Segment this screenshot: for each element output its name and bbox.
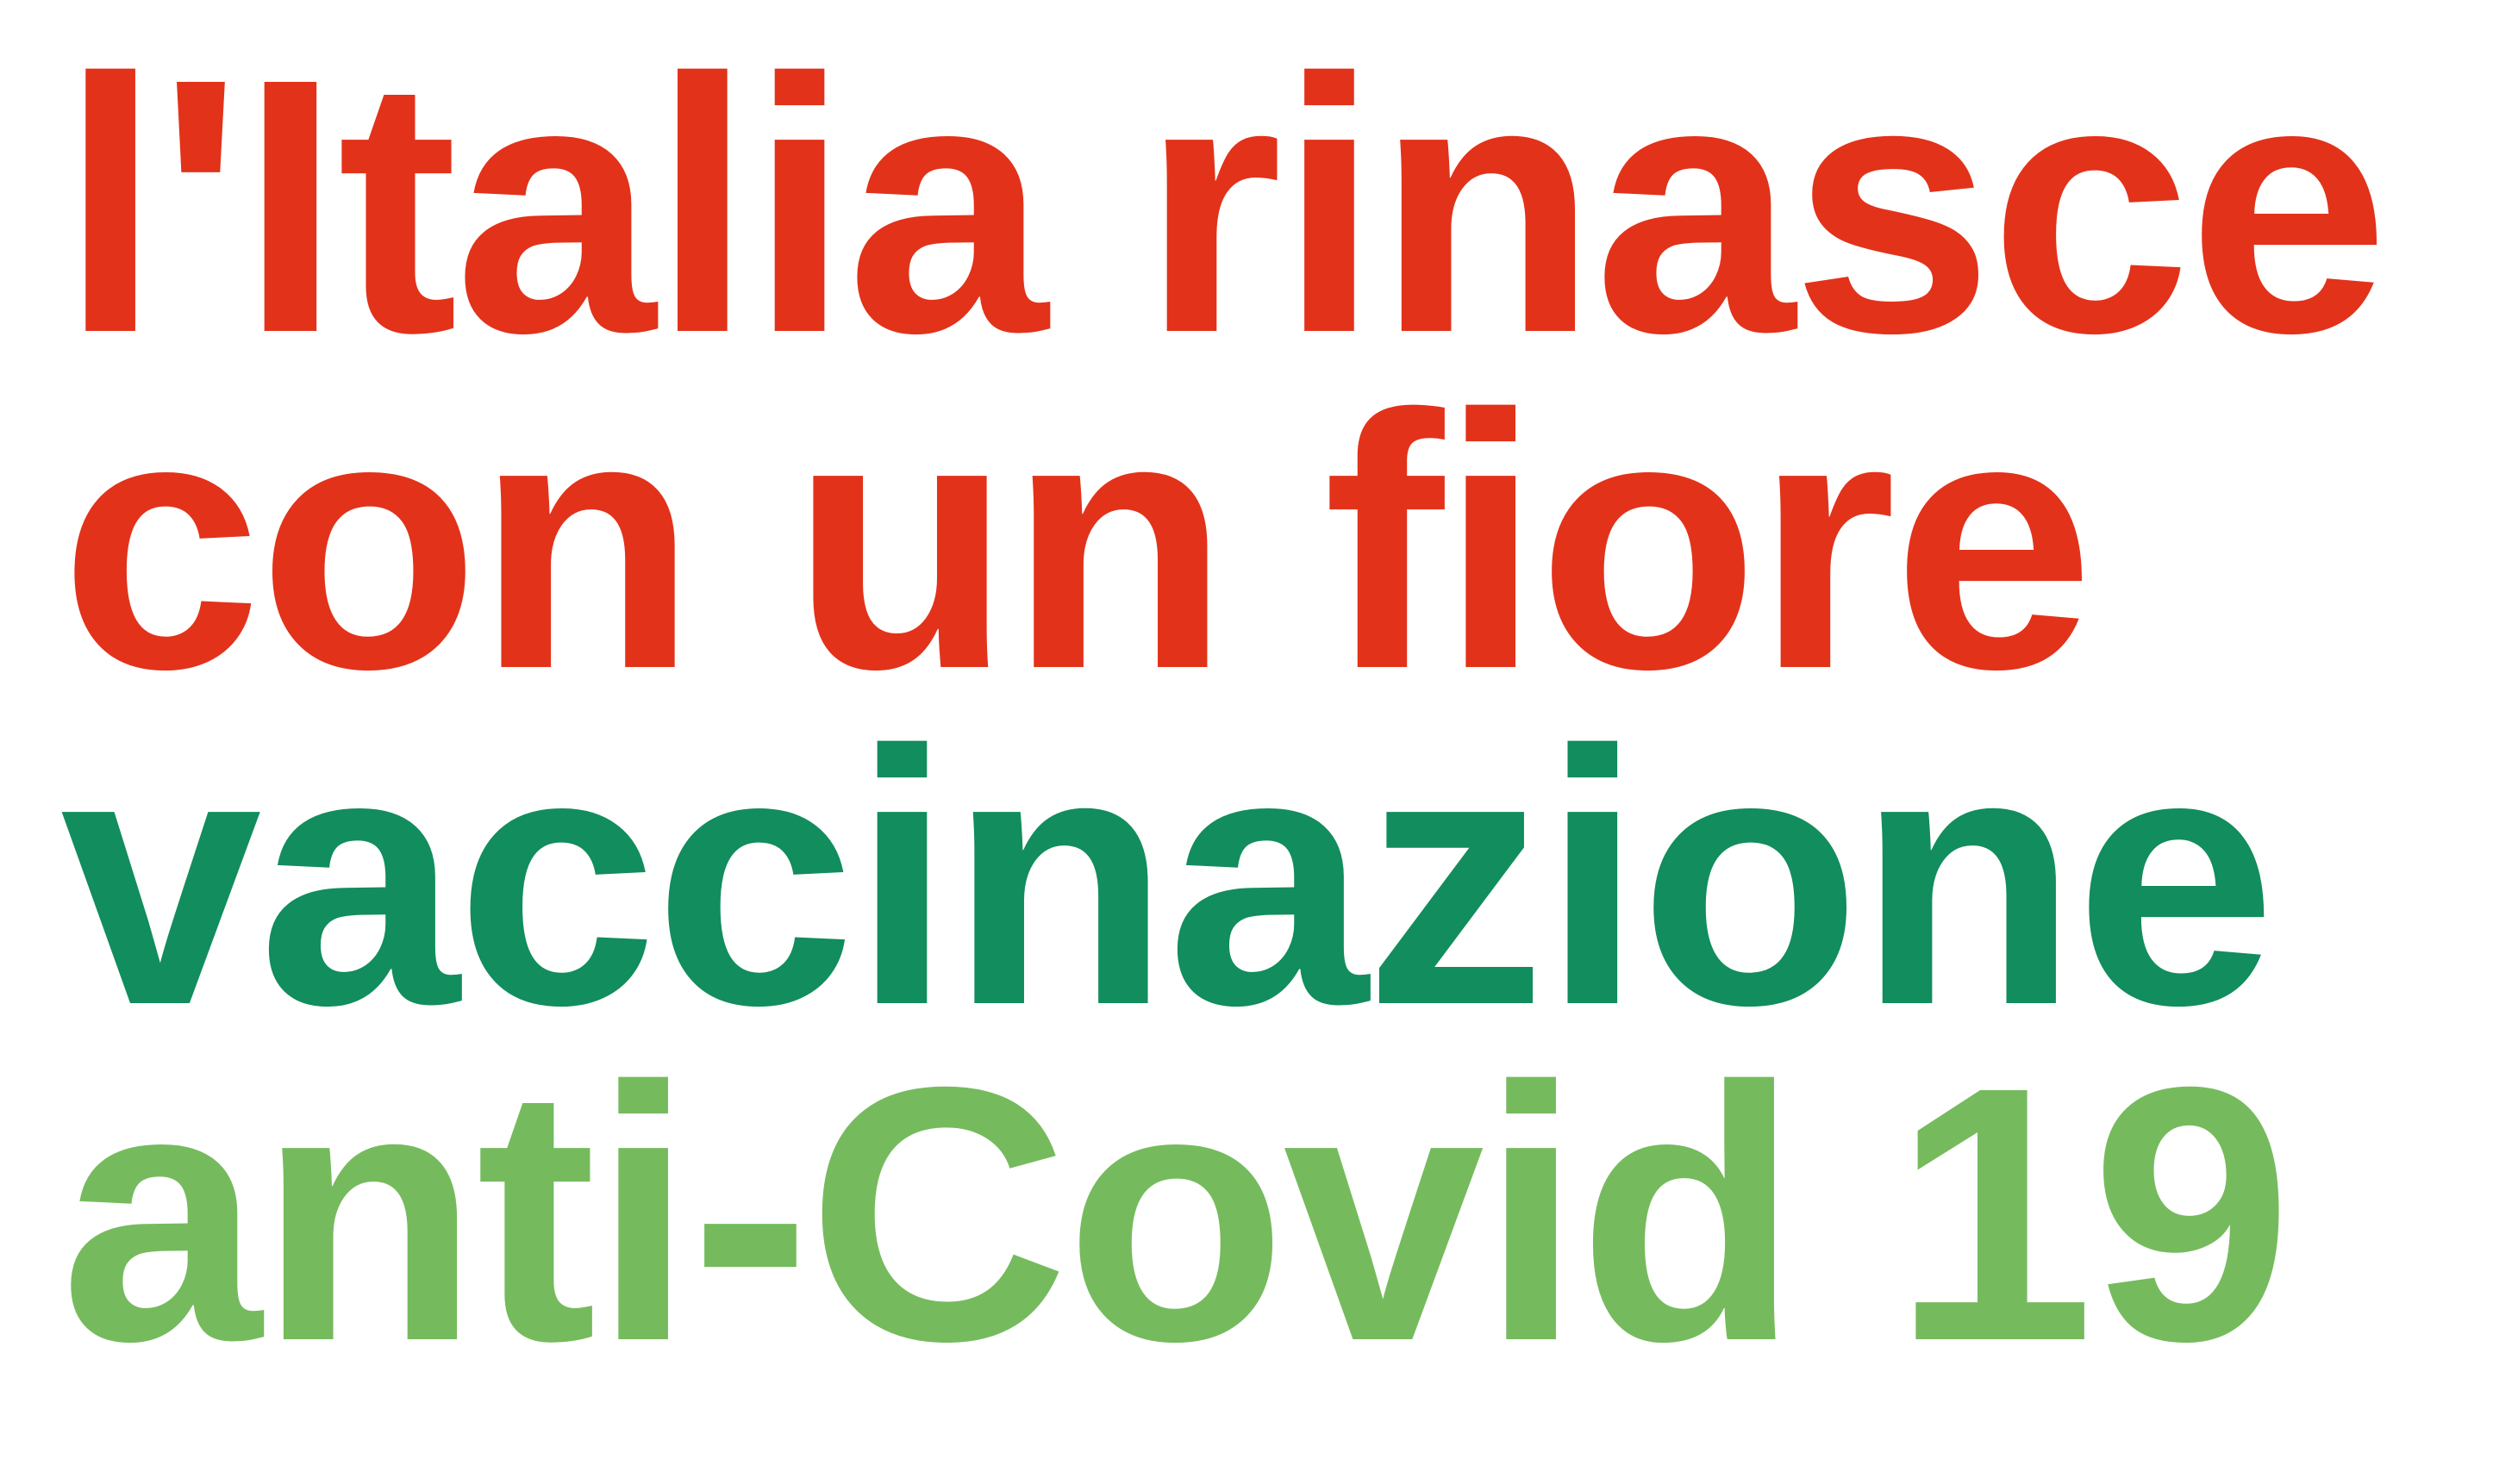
headline-line-1: l'Italia rinasce	[60, 4, 2386, 408]
headline-line-2: con un fiore	[60, 340, 2091, 745]
headline-line-4: anti-Covid 19	[60, 1013, 2290, 1417]
headline-line-3: vaccinazione	[60, 677, 2273, 1081]
